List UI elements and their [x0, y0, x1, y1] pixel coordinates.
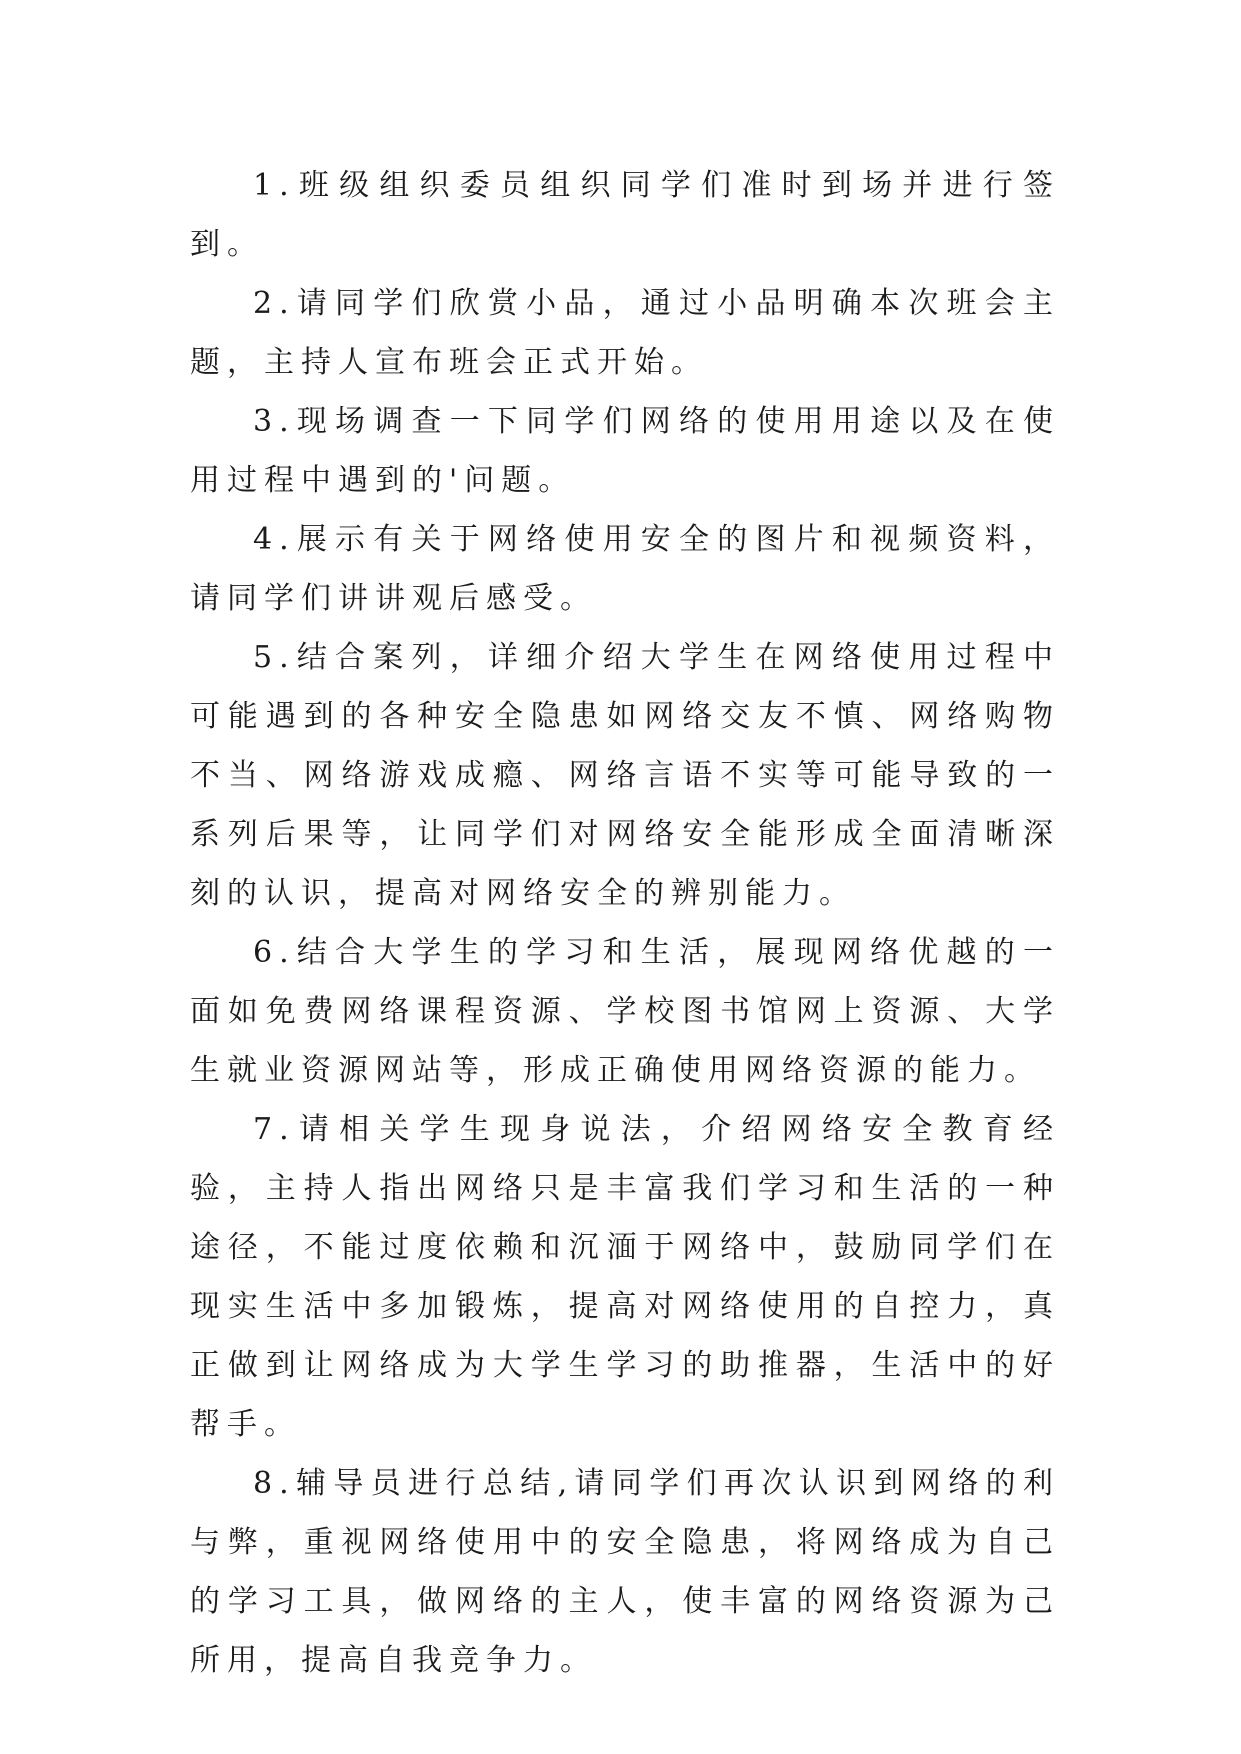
paragraph-4: 4.展示有关于网络使用安全的图片和视频资料，请同学们讲讲观后感受。	[190, 522, 1060, 616]
paragraph-7: 7.请相关学生现身说法，介绍网络安全教育经验，主持人指出网络只是丰富我们学习和生活的一种途径，不能过度依赖和沉湎于网络中，鼓励同学们在现实生活中多加锻炼，提高对网络使用的自控力，真正做到让网络成为大学生学习的助推器，生活中的好帮手。	[190, 1112, 1060, 1442]
paragraph-5: 5.结合案列，详细介绍大学生在网络使用过程中可能遇到的各种安全隐患如网络交友不慎、网络购物不当、网络游戏成瘾、网络言语不实等可能导致的一系列后果等，让同学们对网络安全能形成全面清晰深刻的认识，提高对网络安全的辨别能力。	[190, 640, 1060, 911]
paragraph-2: 2.请同学们欣赏小品，通过小品明确本次班会主题，主持人宣布班会正式开始。	[190, 286, 1060, 380]
document-body	[190, 156, 1060, 1690]
paragraph-8: 8.辅导员进行总结,请同学们再次认识到网络的利与弊，重视网络使用中的安全隐患，将网络成为自己的学习工具，做网络的主人，使丰富的网络资源为己所用，提高自我竞争力。	[190, 1466, 1060, 1678]
paragraph-6: 6.结合大学生的学习和生活，展现网络优越的一面如免费网络课程资源、学校图书馆网上资源、大学生就业资源网站等，形成正确使用网络资源的能力。	[190, 935, 1060, 1088]
paragraph-1: 1.班级组织委员组织同学们准时到场并进行签到。	[190, 168, 1060, 262]
paragraph-3: 3.现场调查一下同学们网络的使用用途以及在使用过程中遇到的'问题。	[190, 404, 1060, 498]
